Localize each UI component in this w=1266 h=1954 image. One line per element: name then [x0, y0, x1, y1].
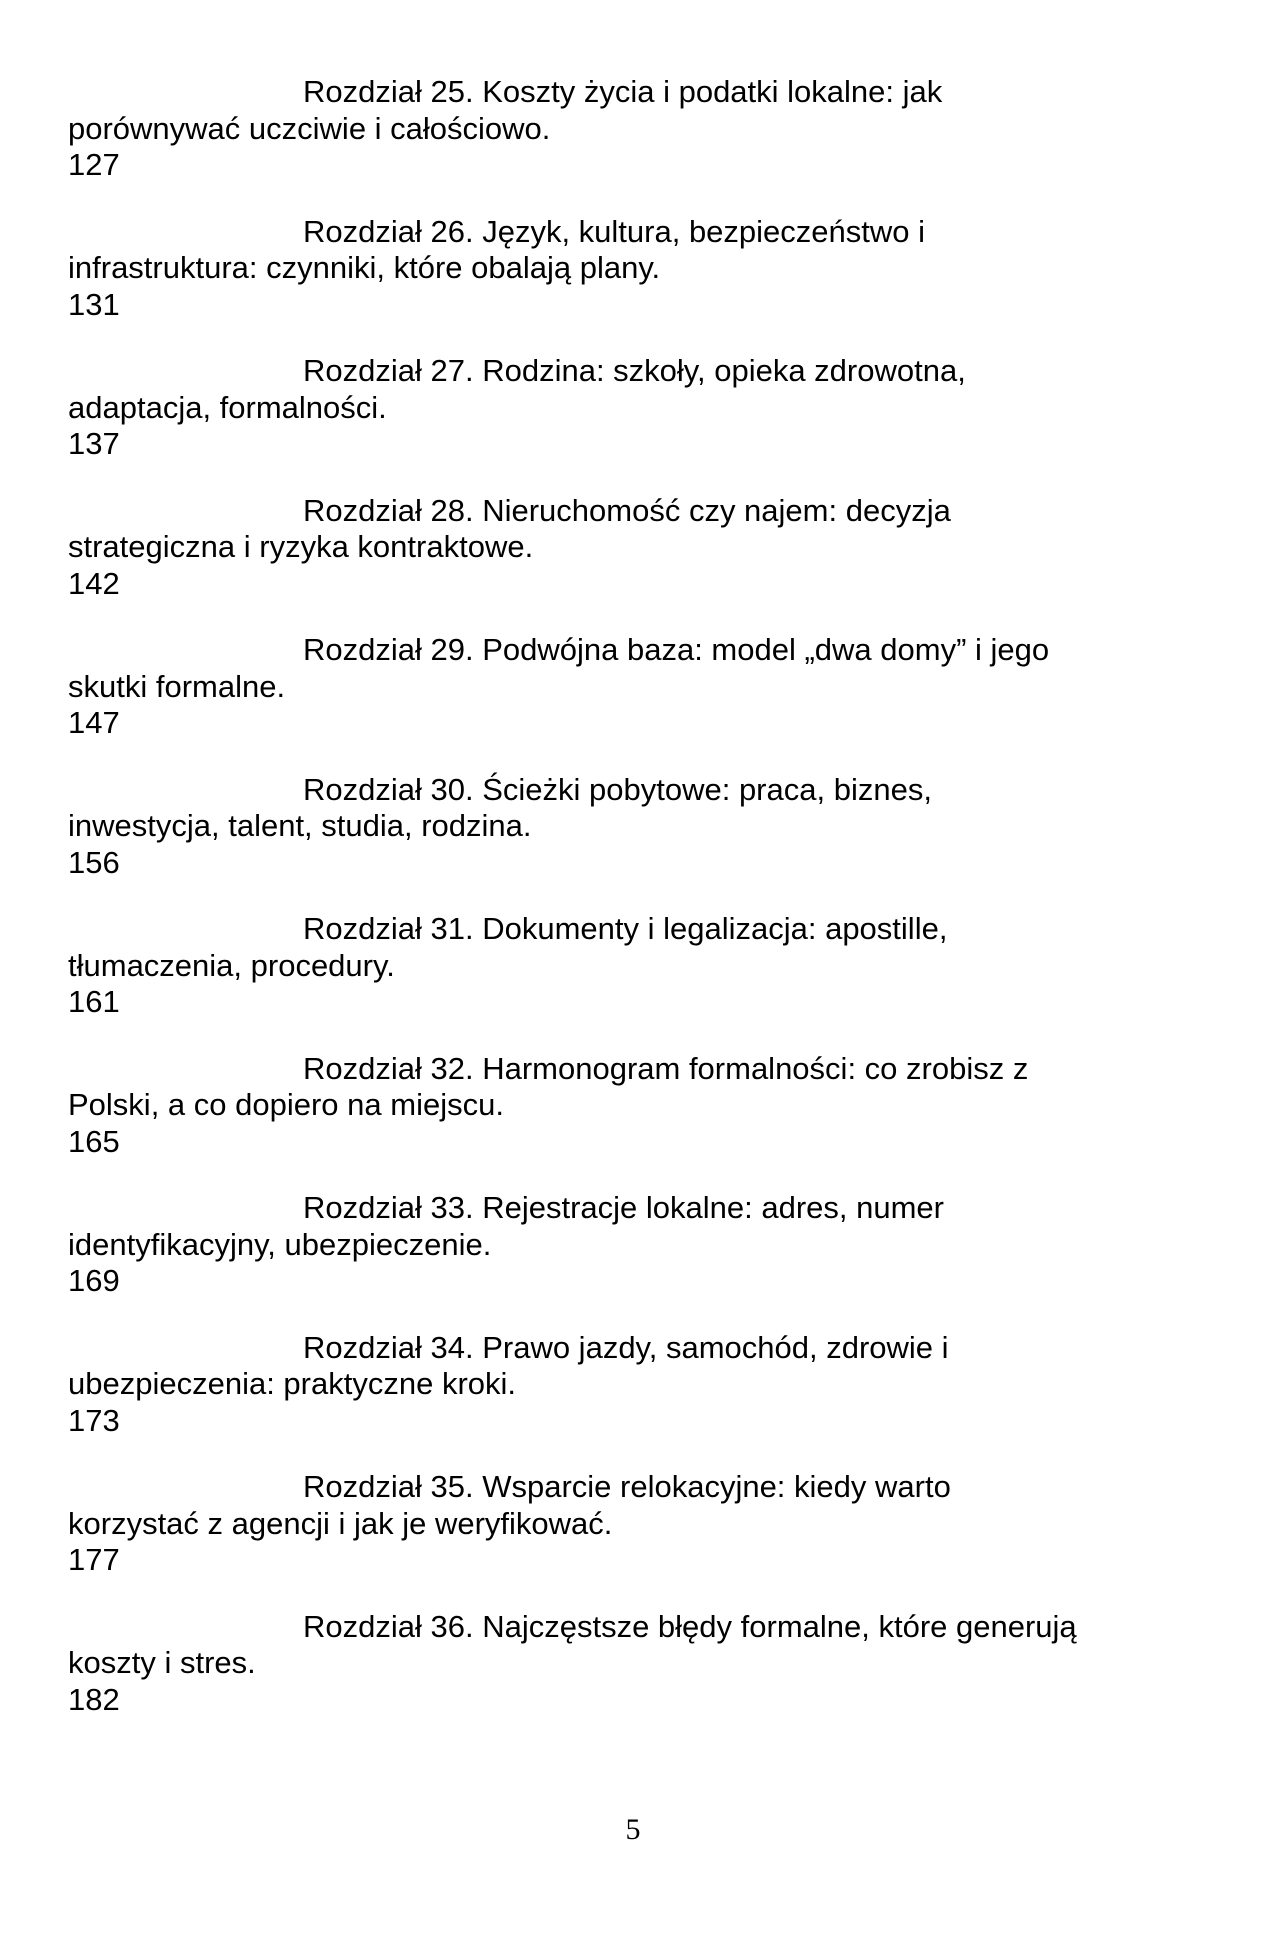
toc-entry-33 [68, 1190, 1198, 1300]
toc-entry-page-number: 161 [68, 984, 120, 1019]
toc-entry-title-continued: infrastruktura: czynniki, które obalają plany. [68, 250, 661, 285]
toc-entry-page-number: 137 [68, 426, 120, 461]
toc-entry-title: Rozdział 26. Język, kultura, bezpieczeństwo i [303, 213, 926, 249]
toc-entry-title-continued: porównywać uczciwie i całościowo. [68, 110, 551, 146]
toc-entry-page-number: 177 [68, 1542, 120, 1577]
toc-entry-title: Rozdział 31. Dokumenty i legalizacja: apostille, [303, 911, 948, 946]
toc-entry-page-number: 127 [68, 147, 120, 182]
toc-entry-35 [68, 1469, 1198, 1579]
toc-entry-page-number: 173 [68, 1402, 120, 1438]
toc-entry-title: Rozdział 32. Harmonogram formalności: co zrobisz z [303, 1050, 1029, 1086]
table-of-contents [68, 74, 1198, 1748]
toc-entry-36 [68, 1609, 1198, 1719]
toc-entry-30 [68, 772, 1198, 882]
toc-entry-page-number: 165 [68, 1123, 120, 1159]
toc-entry-title: Rozdział 34. Prawo jazdy, samochód, zdrowie i [303, 1329, 949, 1365]
toc-entry-page-number: 147 [68, 705, 120, 740]
toc-entry-title: Rozdział 27. Rodzina: szkoły, opieka zdrowotna, [303, 353, 966, 388]
toc-entry-title-continued: adaptacja, formalności. [68, 389, 387, 425]
toc-entry-title-continued: koszty i stres. [68, 1645, 256, 1680]
toc-entry-title: Rozdział 35. Wsparcie relokacyjne: kiedy warto [303, 1469, 951, 1504]
toc-entry-title-continued: tłumaczenia, procedury. [68, 947, 395, 983]
page-number: 5 [625, 1813, 641, 1846]
toc-entry-31 [68, 911, 1198, 1021]
toc-entry-title: Rozdział 33. Rejestracje lokalne: adres, numer [303, 1190, 944, 1225]
toc-entry-title: Rozdział 36. Najczęstsze błędy formalne, które generują [303, 1608, 1077, 1644]
toc-entry-page-number: 142 [68, 565, 120, 601]
toc-entry-page-number: 131 [68, 286, 120, 322]
toc-entry-title-continued: strategiczna i ryzyka kontraktowe. [68, 529, 534, 564]
toc-entry-title-continued: identyfikacyjny, ubezpieczenie. [68, 1226, 492, 1262]
toc-entry-title: Rozdział 25. Koszty życia i podatki lokalne: jak [303, 74, 943, 109]
toc-entry-page-number: 182 [68, 1681, 120, 1717]
toc-entry-34 [68, 1330, 1198, 1440]
toc-entry-title-continued: inwestycja, talent, studia, rodzina. [68, 808, 532, 843]
toc-entry-title-continued: skutki formalne. [68, 668, 286, 704]
toc-entry-page-number: 156 [68, 844, 120, 880]
toc-entry-title-continued: Polski, a co dopiero na miejscu. [68, 1087, 504, 1122]
toc-entry-title: Rozdział 30. Ścieżki pobytowe: praca, biznes, [303, 771, 932, 807]
toc-entry-32 [68, 1051, 1198, 1161]
toc-entry-28 [68, 493, 1198, 603]
toc-entry-29 [68, 632, 1198, 742]
toc-entry-title-continued: korzystać z agencji i jak je weryfikować. [68, 1505, 613, 1541]
toc-entry-page-number: 169 [68, 1263, 120, 1298]
toc-entry-25 [68, 74, 1198, 184]
toc-entry-title: Rozdział 28. Nieruchomość czy najem: decyzja [303, 492, 951, 528]
toc-entry-title-continued: ubezpieczenia: praktyczne kroki. [68, 1366, 517, 1401]
toc-entry-title: Rozdział 29. Podwójna baza: model „dwa domy” i jego [303, 632, 1050, 667]
toc-entry-27 [68, 353, 1198, 463]
toc-entry-26 [68, 214, 1198, 324]
